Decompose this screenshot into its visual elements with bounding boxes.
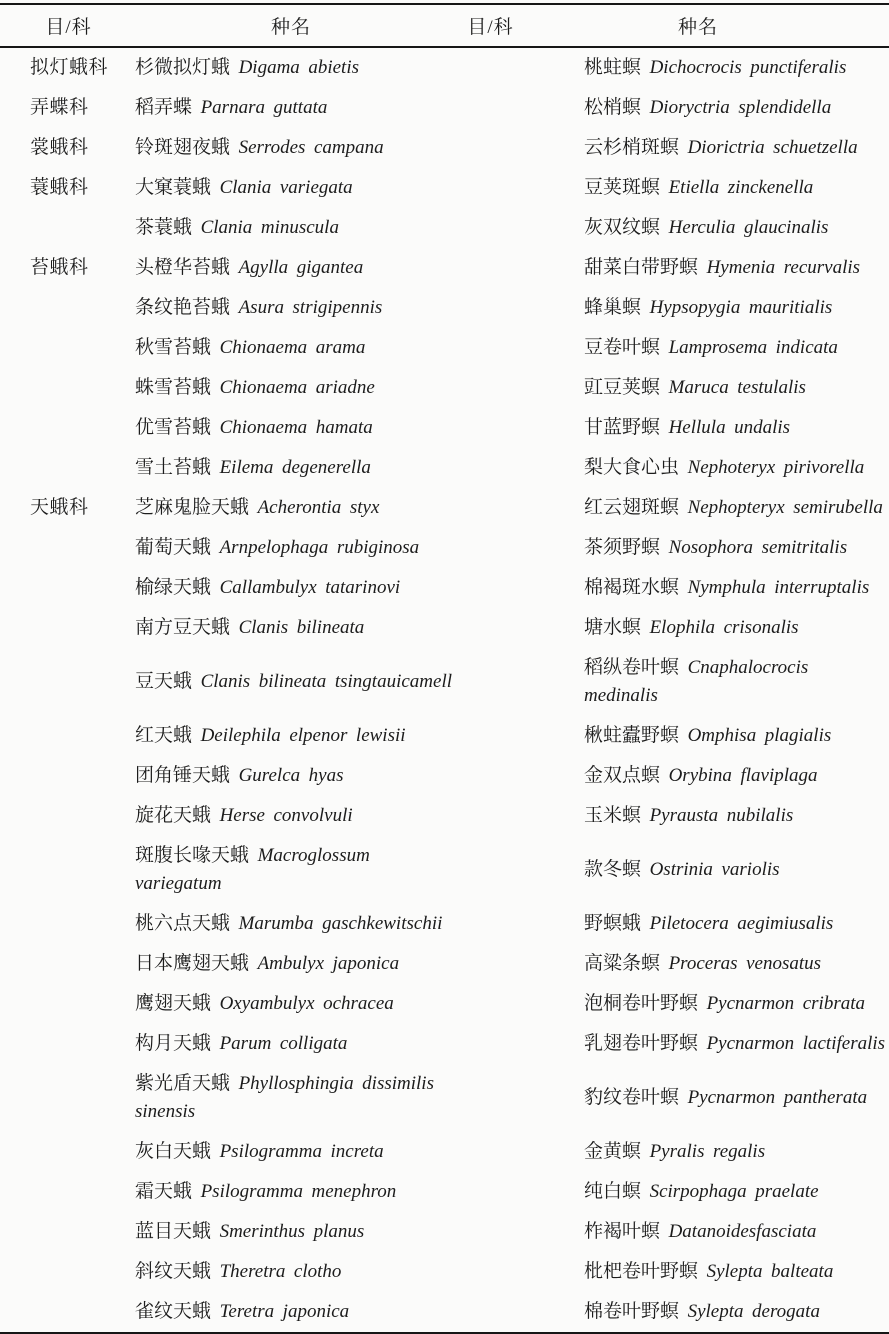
species-left-cell — [122, 408, 460, 448]
header-species-right: 种名 — [556, 4, 889, 47]
species-chinese-name: 斜纹天蛾 — [135, 1261, 212, 1282]
species-latin-name: Piletocera aegimiusalis — [649, 913, 834, 934]
species-chinese-name: 泡桐卷叶野螟 — [584, 993, 699, 1014]
family-right-cell — [460, 944, 556, 984]
species-left-cell — [122, 248, 460, 288]
species-latin-name: Herculia glaucinalis — [668, 217, 829, 238]
species-latin-name: Diorictria schuetzella — [687, 137, 858, 158]
species-left-cell — [122, 47, 460, 88]
species-latin-name: Nephopteryx semirubella — [687, 497, 883, 518]
table-row — [0, 1064, 889, 1132]
family-left-cell — [0, 796, 122, 836]
family-right-cell — [460, 836, 556, 904]
species-left-cell — [122, 368, 460, 408]
species-chinese-name: 蛛雪苔蛾 — [135, 377, 212, 398]
species-chinese-name: 构月天蛾 — [135, 1033, 212, 1054]
species-latin-name: Ambulyx japonica — [257, 953, 400, 974]
species-latin-name: Teretra japonica — [219, 1301, 350, 1322]
family-left-cell — [0, 984, 122, 1024]
family-left-cell — [0, 368, 122, 408]
species-left-cell — [122, 448, 460, 488]
species-left-cell — [122, 328, 460, 368]
species-right-cell — [556, 1024, 889, 1064]
table-row — [0, 716, 889, 756]
table-row — [0, 128, 889, 168]
table-row — [0, 448, 889, 488]
family-left-cell — [0, 1292, 122, 1333]
species-right-cell — [556, 1212, 889, 1252]
species-chinese-name: 茶蓑蛾 — [135, 217, 193, 238]
species-latin-name: Omphisa plagialis — [687, 725, 832, 746]
species-latin-name: Psilogramma increta — [219, 1141, 384, 1162]
species-right-cell — [556, 128, 889, 168]
species-chinese-name: 豆卷叶螟 — [584, 337, 661, 358]
species-chinese-name: 团角锤天蛾 — [135, 765, 231, 786]
species-latin-name: Scirpophaga praelate — [649, 1181, 819, 1202]
species-latin-name: Datanoidesfasciata — [668, 1221, 817, 1242]
table-row — [0, 1024, 889, 1064]
family-left-cell — [0, 88, 122, 128]
table-row — [0, 836, 889, 904]
table-row — [0, 1132, 889, 1172]
species-latin-name: Chionaema hamata — [219, 417, 373, 438]
species-latin-name: Agylla gigantea — [238, 257, 364, 278]
species-latin-name: Serrodes campana — [238, 137, 384, 158]
table-row — [0, 328, 889, 368]
header-species-left: 种名 — [122, 4, 460, 47]
table-row — [0, 288, 889, 328]
family-right-cell — [460, 1212, 556, 1252]
species-latin-name: Parum colligata — [219, 1033, 348, 1054]
species-chinese-name: 蜂巢螟 — [584, 297, 642, 318]
species-latin-name: Hypsopygia mauritialis — [649, 297, 833, 318]
species-chinese-name: 葡萄天蛾 — [135, 537, 212, 558]
species-chinese-name: 杉微拟灯蛾 — [135, 57, 231, 78]
species-chinese-name: 南方豆天蛾 — [135, 617, 231, 638]
species-latin-name: Clanis bilineata tsingtauicamell — [200, 671, 453, 692]
species-chinese-name: 野螟蛾 — [584, 913, 642, 934]
family-name: 天蛾科 — [30, 497, 89, 518]
species-chinese-name: 芝麻鬼脸天蛾 — [135, 497, 250, 518]
species-chinese-name: 雀纹天蛾 — [135, 1301, 212, 1322]
species-left-cell — [122, 1292, 460, 1333]
family-left-cell — [0, 608, 122, 648]
family-left-cell — [0, 128, 122, 168]
table-row — [0, 796, 889, 836]
species-latin-name: Hellula undalis — [668, 417, 791, 438]
family-right-cell — [460, 1292, 556, 1333]
species-right-cell — [556, 756, 889, 796]
table-row — [0, 47, 889, 88]
species-latin-name: Chionaema ariadne — [219, 377, 375, 398]
species-latin-name: Parnara guttata — [200, 97, 328, 118]
table-header — [0, 4, 889, 47]
species-right-cell — [556, 88, 889, 128]
species-left-cell — [122, 1212, 460, 1252]
family-name: 弄蝶科 — [30, 97, 89, 118]
species-latin-name: Nymphula interruptalis — [687, 577, 870, 598]
family-left-cell — [0, 1132, 122, 1172]
species-chinese-name: 楸蛀蠹野螟 — [584, 725, 680, 746]
family-left-cell — [0, 944, 122, 984]
family-right-cell — [460, 528, 556, 568]
species-chinese-name: 秋雪苔蛾 — [135, 337, 212, 358]
family-left-cell — [0, 408, 122, 448]
species-chinese-name: 稻弄蝶 — [135, 97, 193, 118]
table-row — [0, 528, 889, 568]
table-row — [0, 568, 889, 608]
species-left-cell — [122, 836, 460, 904]
species-right-cell — [556, 248, 889, 288]
species-chinese-name: 优雪苔蛾 — [135, 417, 212, 438]
species-chinese-name: 款冬螟 — [584, 859, 642, 880]
species-left-cell — [122, 984, 460, 1024]
species-latin-name: Cnaphalocrocis medinalis — [584, 657, 809, 706]
table-row — [0, 168, 889, 208]
species-latin-name: Pyrausta nubilalis — [649, 805, 794, 826]
family-right-cell — [460, 47, 556, 88]
table-row — [0, 984, 889, 1024]
species-latin-name: Eilema degenerella — [219, 457, 371, 478]
species-left-cell — [122, 944, 460, 984]
species-chinese-name: 灰白天蛾 — [135, 1141, 212, 1162]
species-chinese-name: 桃蛀螟 — [584, 57, 642, 78]
species-latin-name: Clania variegata — [219, 177, 353, 198]
species-chinese-name: 棉卷叶野螟 — [584, 1301, 680, 1322]
table-row — [0, 368, 889, 408]
species-table — [0, 3, 889, 1334]
species-chinese-name: 甘蓝野螟 — [584, 417, 661, 438]
species-chinese-name: 乳翅卷叶野螟 — [584, 1033, 699, 1054]
species-left-cell — [122, 716, 460, 756]
table-row — [0, 904, 889, 944]
species-chinese-name: 云杉梢斑螟 — [584, 137, 680, 158]
family-left-cell — [0, 488, 122, 528]
species-right-cell — [556, 1132, 889, 1172]
family-right-cell — [460, 168, 556, 208]
species-right-cell — [556, 1252, 889, 1292]
species-chinese-name: 蓝目天蛾 — [135, 1221, 212, 1242]
table-row — [0, 648, 889, 716]
species-left-cell — [122, 1024, 460, 1064]
species-left-cell — [122, 1252, 460, 1292]
species-chinese-name: 枇杷卷叶野螟 — [584, 1261, 699, 1282]
family-left-cell — [0, 248, 122, 288]
species-latin-name: Smerinthus planus — [219, 1221, 365, 1242]
species-latin-name: Elophila crisonalis — [649, 617, 799, 638]
family-right-cell — [460, 128, 556, 168]
species-chinese-name: 豇豆荚螟 — [584, 377, 661, 398]
family-right-cell — [460, 1172, 556, 1212]
species-latin-name: Acherontia styx — [257, 497, 380, 518]
family-right-cell — [460, 984, 556, 1024]
family-left-cell — [0, 568, 122, 608]
family-name: 拟灯蛾科 — [30, 57, 109, 78]
species-latin-name: Herse convolvuli — [219, 805, 353, 826]
species-latin-name: Macroglossum variegatum — [135, 845, 370, 894]
species-right-cell — [556, 1064, 889, 1132]
species-chinese-name: 稻纵卷叶螟 — [584, 657, 680, 678]
header-row — [0, 4, 889, 47]
species-latin-name: Sylepta balteata — [706, 1261, 834, 1282]
family-right-cell — [460, 608, 556, 648]
species-right-cell — [556, 1292, 889, 1333]
species-latin-name: Nephoteryx pirivorella — [687, 457, 865, 478]
species-left-cell — [122, 1132, 460, 1172]
species-chinese-name: 高粱条螟 — [584, 953, 661, 974]
species-chinese-name: 头橙华苔蛾 — [135, 257, 231, 278]
species-latin-name: Arnpelophaga rubiginosa — [219, 537, 420, 558]
species-latin-name: Pycnarmon lactiferalis — [706, 1033, 886, 1054]
family-right-cell — [460, 248, 556, 288]
species-chinese-name: 茶须野螟 — [584, 537, 661, 558]
species-latin-name: Theretra clotho — [219, 1261, 342, 1282]
species-chinese-name: 霜天蛾 — [135, 1181, 193, 1202]
species-right-cell — [556, 1172, 889, 1212]
species-right-cell — [556, 568, 889, 608]
species-right-cell — [556, 328, 889, 368]
species-chinese-name: 条纹艳苔蛾 — [135, 297, 231, 318]
species-right-cell — [556, 208, 889, 248]
species-table-body — [0, 47, 889, 1333]
species-right-cell — [556, 796, 889, 836]
table-row — [0, 1212, 889, 1252]
species-chinese-name: 大窠蓑蛾 — [135, 177, 212, 198]
species-chinese-name: 豹纹卷叶螟 — [584, 1087, 680, 1108]
family-left-cell — [0, 836, 122, 904]
table-row — [0, 488, 889, 528]
family-left-cell — [0, 716, 122, 756]
species-latin-name: Nosophora semitritalis — [668, 537, 848, 558]
species-right-cell — [556, 608, 889, 648]
species-chinese-name: 雪土苔蛾 — [135, 457, 212, 478]
species-latin-name: Oxyambulyx ochracea — [219, 993, 394, 1014]
family-right-cell — [460, 1024, 556, 1064]
family-left-cell — [0, 288, 122, 328]
species-chinese-name: 榆绿天蛾 — [135, 577, 212, 598]
species-right-cell — [556, 528, 889, 568]
family-left-cell — [0, 168, 122, 208]
family-right-cell — [460, 208, 556, 248]
species-latin-name: Asura strigipennis — [238, 297, 383, 318]
family-left-cell — [0, 528, 122, 568]
species-left-cell — [122, 1064, 460, 1132]
species-left-cell — [122, 608, 460, 648]
species-right-cell — [556, 944, 889, 984]
species-latin-name: Psilogramma menephron — [200, 1181, 397, 1202]
species-chinese-name: 纯白螟 — [584, 1181, 642, 1202]
species-left-cell — [122, 756, 460, 796]
species-latin-name: Pyralis regalis — [649, 1141, 766, 1162]
family-left-cell — [0, 1064, 122, 1132]
family-right-cell — [460, 716, 556, 756]
species-chinese-name: 金黄螟 — [584, 1141, 642, 1162]
header-family-right: 目/科 — [460, 4, 556, 47]
species-chinese-name: 桃六点天蛾 — [135, 913, 231, 934]
species-right-cell — [556, 47, 889, 88]
species-right-cell — [556, 488, 889, 528]
species-latin-name: Ostrinia variolis — [649, 859, 780, 880]
species-chinese-name: 铃斑翅夜蛾 — [135, 137, 231, 158]
family-left-cell — [0, 1252, 122, 1292]
species-left-cell — [122, 568, 460, 608]
table-row — [0, 88, 889, 128]
species-right-cell — [556, 836, 889, 904]
species-chinese-name: 棉褐斑水螟 — [584, 577, 680, 598]
species-latin-name: Deilephila elpenor lewisii — [200, 725, 406, 746]
table-row — [0, 1172, 889, 1212]
family-left-cell — [0, 328, 122, 368]
species-latin-name: Clanis bilineata — [238, 617, 365, 638]
species-chinese-name: 灰双纹螟 — [584, 217, 661, 238]
species-chinese-name: 塘水螟 — [584, 617, 642, 638]
species-right-cell — [556, 288, 889, 328]
species-latin-name: Pycnarmon cribrata — [706, 993, 865, 1014]
family-name: 苔蛾科 — [30, 257, 89, 278]
family-right-cell — [460, 796, 556, 836]
species-chinese-name: 紫光盾天蛾 — [135, 1073, 231, 1094]
family-left-cell — [0, 1024, 122, 1064]
family-right-cell — [460, 904, 556, 944]
species-latin-name: Dioryctria splendidella — [649, 97, 832, 118]
family-left-cell — [0, 1212, 122, 1252]
family-left-cell — [0, 47, 122, 88]
family-right-cell — [460, 756, 556, 796]
species-left-cell — [122, 128, 460, 168]
table-row — [0, 756, 889, 796]
species-left-cell — [122, 208, 460, 248]
species-left-cell — [122, 88, 460, 128]
species-latin-name: Marumba gaschkewitschii — [238, 913, 443, 934]
species-left-cell — [122, 168, 460, 208]
table-row — [0, 248, 889, 288]
species-latin-name: Pycnarmon pantherata — [687, 1087, 868, 1108]
table-row — [0, 608, 889, 648]
species-latin-name: Orybina flaviplaga — [668, 765, 818, 786]
species-right-cell — [556, 168, 889, 208]
species-left-cell — [122, 528, 460, 568]
table-row — [0, 208, 889, 248]
family-left-cell — [0, 648, 122, 716]
family-right-cell — [460, 88, 556, 128]
table-row — [0, 408, 889, 448]
family-right-cell — [460, 1064, 556, 1132]
species-chinese-name: 豆天蛾 — [135, 671, 193, 692]
species-latin-name: Lamprosema indicata — [668, 337, 838, 358]
species-right-cell — [556, 716, 889, 756]
family-name: 蓑蛾科 — [30, 177, 89, 198]
species-chinese-name: 玉米螟 — [584, 805, 642, 826]
species-chinese-name: 鹰翅天蛾 — [135, 993, 212, 1014]
species-right-cell — [556, 648, 889, 716]
species-left-cell — [122, 1172, 460, 1212]
species-chinese-name: 甜菜白带野螟 — [584, 257, 699, 278]
species-chinese-name: 金双点螟 — [584, 765, 661, 786]
species-latin-name: Clania minuscula — [200, 217, 339, 238]
family-left-cell — [0, 448, 122, 488]
family-right-cell — [460, 648, 556, 716]
family-left-cell — [0, 756, 122, 796]
species-right-cell — [556, 984, 889, 1024]
species-latin-name: Hymenia recurvalis — [706, 257, 861, 278]
table-row — [0, 1252, 889, 1292]
species-left-cell — [122, 648, 460, 716]
species-chinese-name: 斑腹长喙天蛾 — [135, 845, 250, 866]
family-right-cell — [460, 1252, 556, 1292]
species-latin-name: Dichocrocis punctiferalis — [649, 57, 847, 78]
species-latin-name: Proceras venosatus — [668, 953, 822, 974]
family-left-cell — [0, 1172, 122, 1212]
species-chinese-name: 旋花天蛾 — [135, 805, 212, 826]
species-latin-name: Digama abietis — [238, 57, 360, 78]
family-right-cell — [460, 328, 556, 368]
species-right-cell — [556, 408, 889, 448]
species-chinese-name: 红天蛾 — [135, 725, 193, 746]
species-left-cell — [122, 488, 460, 528]
family-left-cell — [0, 208, 122, 248]
species-chinese-name: 豆荚斑螟 — [584, 177, 661, 198]
species-latin-name: Callambulyx tatarinovi — [219, 577, 401, 598]
species-right-cell — [556, 448, 889, 488]
species-right-cell — [556, 368, 889, 408]
species-latin-name: Phyllosphingia dissimilis sinensis — [135, 1073, 434, 1122]
table-row — [0, 1292, 889, 1333]
species-latin-name: Maruca testulalis — [668, 377, 806, 398]
family-right-cell — [460, 1132, 556, 1172]
header-family-left: 目/科 — [0, 4, 122, 47]
species-left-cell — [122, 904, 460, 944]
family-right-cell — [460, 368, 556, 408]
species-chinese-name: 日本鹰翅天蛾 — [135, 953, 250, 974]
species-chinese-name: 柞褐叶螟 — [584, 1221, 661, 1242]
species-chinese-name: 红云翅斑螟 — [584, 497, 680, 518]
family-right-cell — [460, 568, 556, 608]
species-latin-name: Gurelca hyas — [238, 765, 344, 786]
family-name: 裳蛾科 — [30, 137, 89, 158]
family-right-cell — [460, 408, 556, 448]
species-latin-name: Sylepta derogata — [687, 1301, 820, 1322]
table-row — [0, 944, 889, 984]
species-latin-name: Chionaema arama — [219, 337, 366, 358]
family-right-cell — [460, 288, 556, 328]
species-right-cell — [556, 904, 889, 944]
family-left-cell — [0, 904, 122, 944]
family-right-cell — [460, 448, 556, 488]
species-left-cell — [122, 796, 460, 836]
species-chinese-name: 松梢螟 — [584, 97, 642, 118]
species-left-cell — [122, 288, 460, 328]
species-chinese-name: 梨大食心虫 — [584, 457, 680, 478]
family-right-cell — [460, 488, 556, 528]
species-latin-name: Etiella zinckenella — [668, 177, 814, 198]
